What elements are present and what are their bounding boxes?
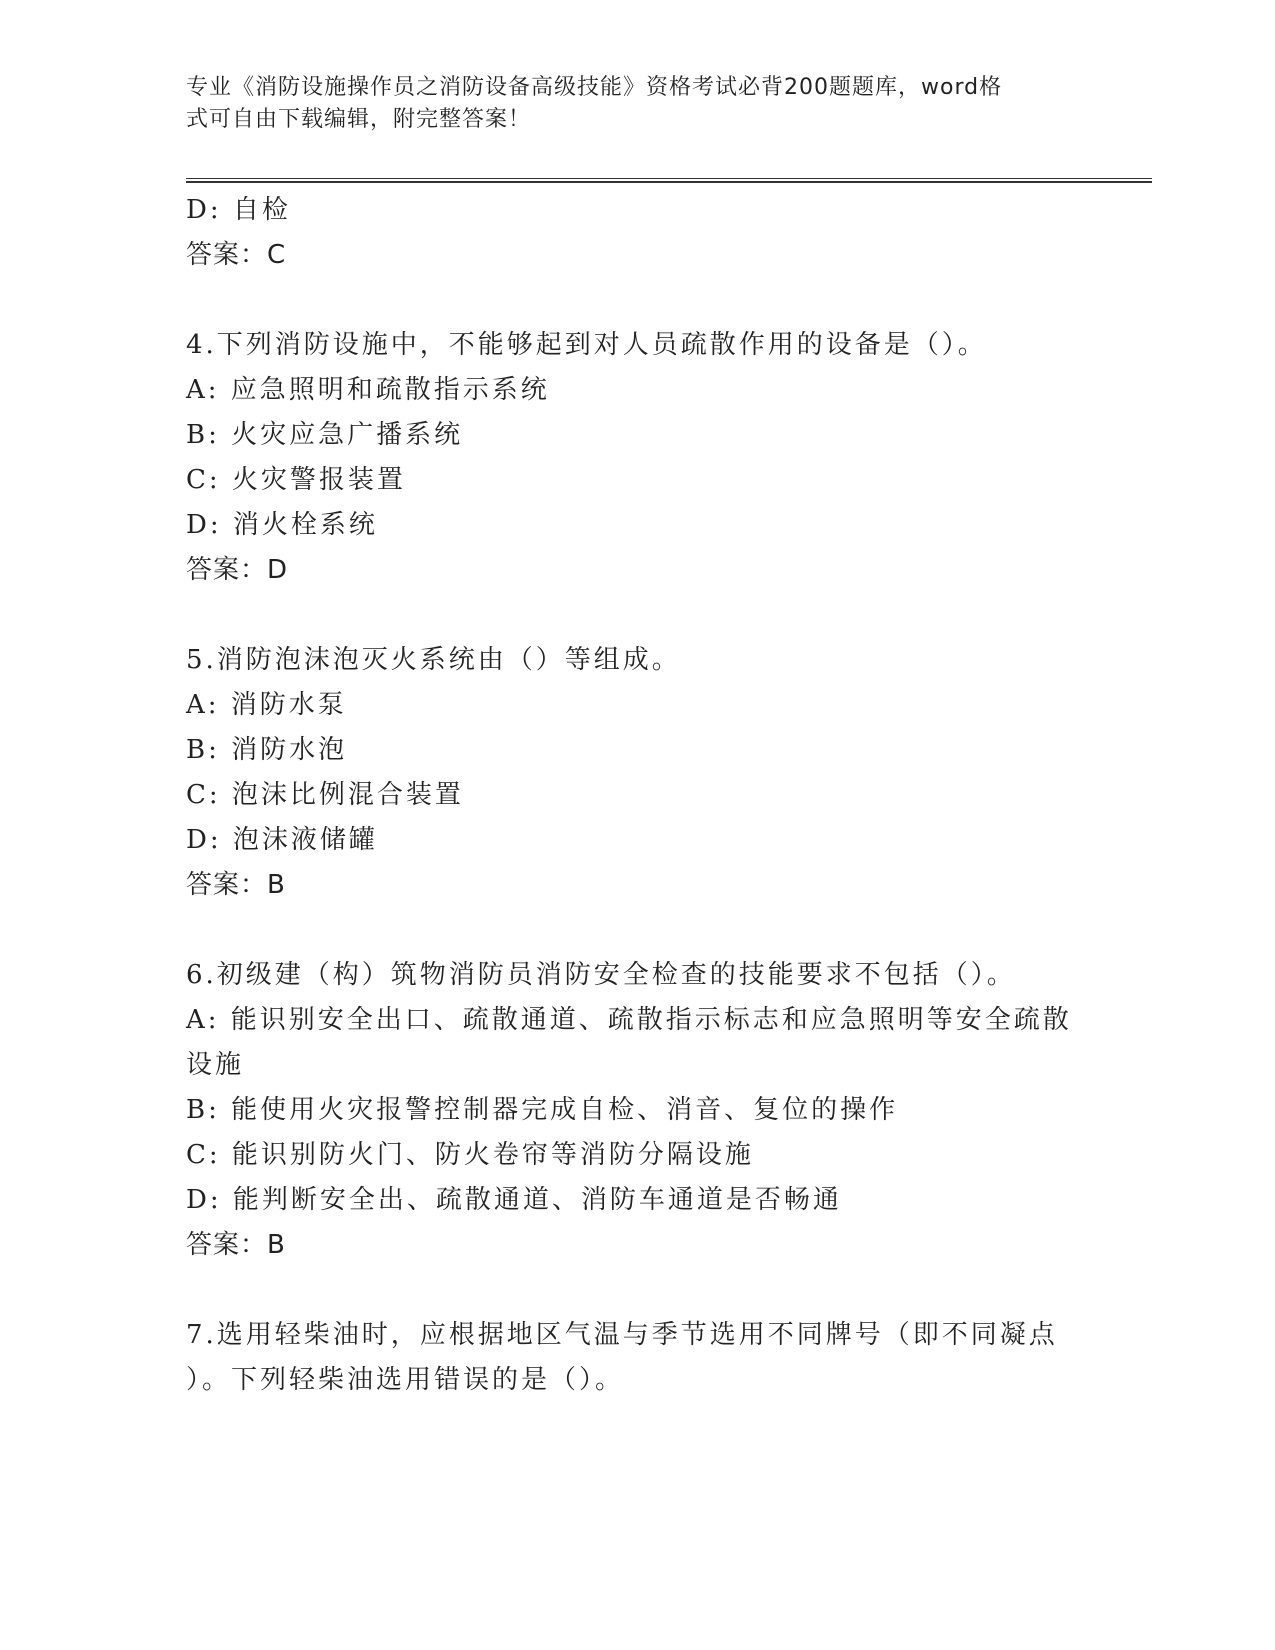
header-title-line-2: 式可自由下载编辑，附完整答案！ bbox=[186, 107, 532, 132]
option-b: B: 能使用火灾报警控制器完成自检、消音、复位的操作 bbox=[186, 1095, 899, 1125]
document-header bbox=[186, 72, 1066, 136]
option-d: D: 消火栓系统 bbox=[186, 510, 378, 540]
header-divider-thick bbox=[186, 181, 1152, 183]
option-a-line-2: 设施 bbox=[186, 1050, 245, 1080]
question-stem: 6.初级建（构）筑物消防员消防安全检查的技能要求不包括（）。 bbox=[186, 960, 1016, 990]
answer-line: 答案：B bbox=[186, 870, 286, 900]
spacer bbox=[186, 908, 1086, 953]
answer-line: 答案：B bbox=[186, 1230, 286, 1260]
header-title-line-1: 专业《消防设施操作员之消防设备高级技能》资格考试必背200题题库，word格 bbox=[186, 75, 1003, 100]
question-stem-line-2: ）。下列轻柴油选用错误的是（）。 bbox=[186, 1365, 625, 1395]
spacer bbox=[186, 593, 1086, 638]
option-a-line-1: A: 能识别安全出口、疏散通道、疏散指示标志和应急照明等安全疏散 bbox=[186, 1005, 1072, 1035]
option-d: D: 能判断安全出、疏散通道、消防车通道是否畅通 bbox=[186, 1185, 842, 1215]
question-7 bbox=[186, 1313, 1086, 1403]
question-list bbox=[186, 188, 1086, 1403]
option-c: C: 火灾警报装置 bbox=[186, 465, 406, 495]
spacer bbox=[186, 1268, 1086, 1313]
question-4 bbox=[186, 323, 1086, 593]
answer-line: 答案：D bbox=[186, 555, 289, 585]
spacer bbox=[186, 278, 1086, 323]
option-b: B: 消防水泡 bbox=[186, 735, 348, 765]
question-stem: 5.消防泡沫泡灭火系统由（）等组成。 bbox=[186, 645, 681, 675]
header-divider-thin bbox=[186, 178, 1152, 179]
option-a: A: 应急照明和疏散指示系统 bbox=[186, 375, 550, 405]
option-c: C: 泡沫比例混合装置 bbox=[186, 780, 464, 810]
option-a: A: 消防水泵 bbox=[186, 690, 347, 720]
option-d: D: 泡沫液储罐 bbox=[186, 825, 378, 855]
question-5 bbox=[186, 638, 1086, 908]
option-d: D: 自检 bbox=[186, 195, 291, 225]
question-stem-line-1: 7.选用轻柴油时，应根据地区气温与季节选用不同牌号（即不同凝点 bbox=[186, 1320, 1058, 1350]
option-c: C: 能识别防火门、防火卷帘等消防分隔设施 bbox=[186, 1140, 754, 1170]
question-6 bbox=[186, 953, 1086, 1268]
previous-question-tail bbox=[186, 188, 1086, 278]
option-b: B: 火灾应急广播系统 bbox=[186, 420, 464, 450]
answer-line: 答案：C bbox=[186, 240, 287, 270]
question-stem: 4.下列消防设施中，不能够起到对人员疏散作用的设备是（）。 bbox=[186, 330, 987, 360]
